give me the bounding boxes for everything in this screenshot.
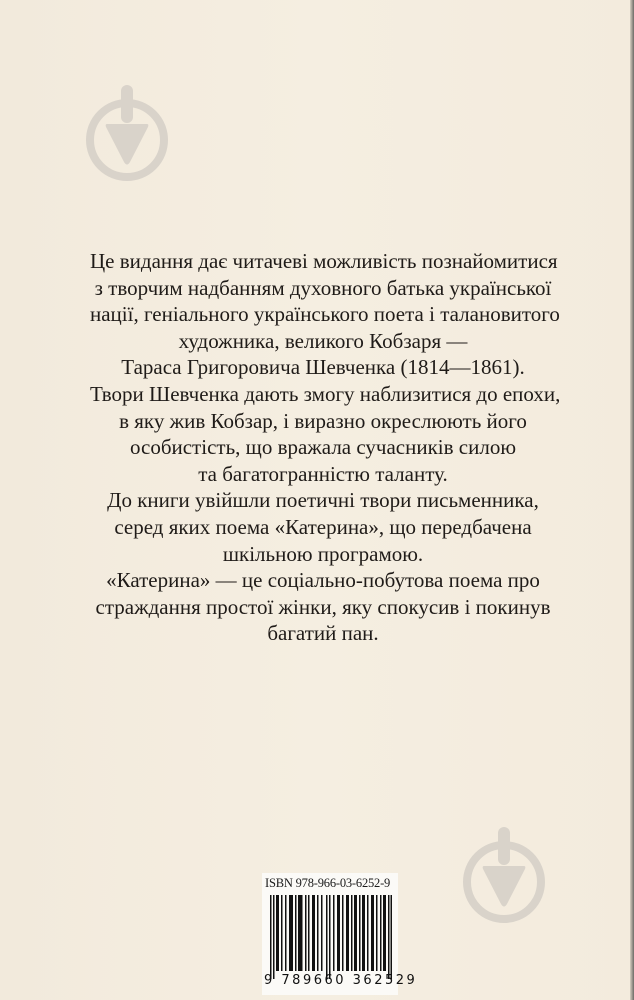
description-line: художника, великого Кобзаря — xyxy=(178,328,468,353)
trowel-logo-icon xyxy=(454,822,554,932)
description-line: Твори Шевченка дають змогу наблизитися до епохи, xyxy=(90,381,561,406)
isbn-label: ISBN 978-966-03-6252-9 xyxy=(265,876,391,890)
trowel-logo-icon xyxy=(77,80,177,190)
description-line: страждання простої жінки, яку спокусив і покинув xyxy=(95,594,551,619)
description-line: серед яких поема «Катерина», що передбачена xyxy=(114,514,532,539)
description-line: в яку жив Кобзар, і виразно окреслюють його xyxy=(119,408,527,433)
barcode-bars xyxy=(270,895,392,979)
isbn-barcode xyxy=(262,873,418,995)
description-line: особистість, що вражала сучасників силою xyxy=(129,435,517,460)
description-line: нації, геніального українського поета і талановитого xyxy=(90,302,560,327)
description-line: та багатогранністю таланту. xyxy=(198,461,448,486)
description-line: Це видання дає читачеві можливість познайомитися xyxy=(90,249,558,273)
cover-edge xyxy=(630,0,634,1000)
description-line: багатий пан. xyxy=(267,621,379,646)
ean-digits: 9 789660 362529 xyxy=(264,973,418,988)
description-line: з творчим надбанням духовного батька української xyxy=(94,275,552,300)
description-line: До книги увійшли поетичні твори письменника, xyxy=(107,488,539,513)
description-line: Тараса Григоровича Шевченка (1814—1861). xyxy=(121,355,525,380)
book-description xyxy=(90,248,561,647)
description-line: шкільною програмою. xyxy=(222,541,424,566)
description-line: «Катерина» — це соціально-побутова поема про xyxy=(106,568,540,593)
